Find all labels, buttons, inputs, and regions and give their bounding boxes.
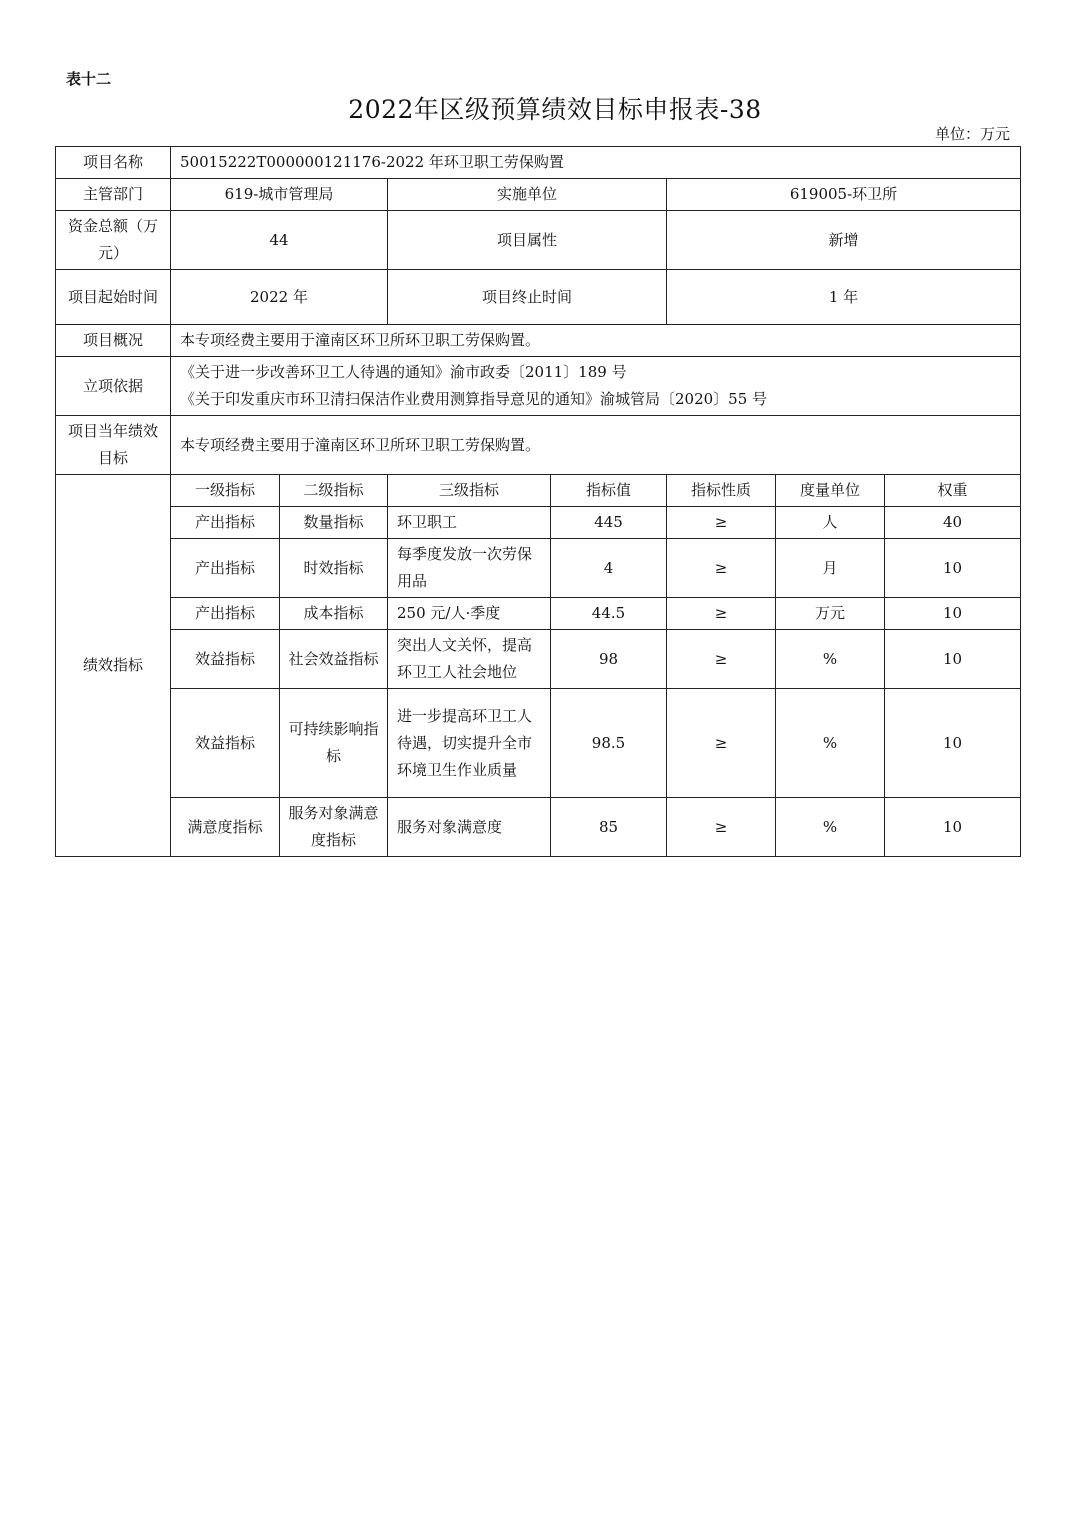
project-attribute-label: 项目属性 (388, 211, 667, 270)
column-header: 度量单位 (776, 475, 885, 507)
basis-row (56, 357, 1021, 416)
value-cell: 4 (551, 539, 667, 598)
column-header: 指标值 (551, 475, 667, 507)
department-value: 619-城市管理局 (171, 179, 388, 211)
column-header: 二级指标 (280, 475, 388, 507)
table-row (56, 630, 1021, 689)
level1-cell: 效益指标 (171, 689, 280, 798)
fund-total-label: 资金总额（万元） (56, 211, 171, 270)
department-label: 主管部门 (56, 179, 171, 211)
level3-cell: 服务对象满意度 (388, 798, 551, 857)
level2-cell: 数量指标 (280, 507, 388, 539)
nature-cell: ≥ (667, 798, 776, 857)
nature-cell: ≥ (667, 689, 776, 798)
nature-cell: ≥ (667, 507, 776, 539)
end-time-value: 1 年 (667, 270, 1021, 325)
annual-goal-label: 项目当年绩效目标 (56, 416, 171, 475)
project-name-row (56, 147, 1021, 179)
fund-total-value: 44 (171, 211, 388, 270)
weight-cell: 40 (885, 507, 1021, 539)
column-header: 三级指标 (388, 475, 551, 507)
table-row (56, 598, 1021, 630)
annual-goal-row (56, 416, 1021, 475)
project-attribute-value: 新增 (667, 211, 1021, 270)
annual-goal-value: 本专项经费主要用于潼南区环卫所环卫职工劳保购置。 (171, 416, 1021, 475)
table-row (56, 539, 1021, 598)
level2-cell: 成本指标 (280, 598, 388, 630)
weight-cell: 10 (885, 598, 1021, 630)
project-name-label: 项目名称 (56, 147, 171, 179)
start-time-value: 2022 年 (171, 270, 388, 325)
level3-cell: 进一步提高环卫工人待遇，切实提升全市环境卫生作业质量 (388, 689, 551, 798)
column-header: 权重 (885, 475, 1021, 507)
level2-cell: 社会效益指标 (280, 630, 388, 689)
value-cell: 98 (551, 630, 667, 689)
unit-cell: % (776, 630, 885, 689)
budget-performance-table (55, 146, 1021, 857)
nature-cell: ≥ (667, 630, 776, 689)
weight-cell: 10 (885, 689, 1021, 798)
level1-cell: 产出指标 (171, 598, 280, 630)
basis-label: 立项依据 (56, 357, 171, 416)
basis-value (171, 357, 1021, 416)
level1-cell: 产出指标 (171, 539, 280, 598)
level2-cell: 可持续影响指标 (280, 689, 388, 798)
column-header: 一级指标 (171, 475, 280, 507)
level2-cell: 时效指标 (280, 539, 388, 598)
table-row (56, 507, 1021, 539)
level3-cell: 每季度发放一次劳保用品 (388, 539, 551, 598)
value-cell: 44.5 (551, 598, 667, 630)
level3-cell: 突出人文关怀，提高环卫工人社会地位 (388, 630, 551, 689)
unit-cell: % (776, 798, 885, 857)
overview-value: 本专项经费主要用于潼南区环卫所环卫职工劳保购置。 (171, 325, 1021, 357)
unit-cell: 人 (776, 507, 885, 539)
weight-cell: 10 (885, 798, 1021, 857)
value-cell: 85 (551, 798, 667, 857)
level3-cell: 环卫职工 (388, 507, 551, 539)
project-name-value: 50015222T000000121176-2022 年环卫职工劳保购置 (171, 147, 1021, 179)
unit-label: 单位：万元 (934, 125, 1010, 143)
start-time-label: 项目起始时间 (56, 270, 171, 325)
fund-row (56, 211, 1021, 270)
value-cell: 98.5 (551, 689, 667, 798)
level1-cell: 产出指标 (171, 507, 280, 539)
table-row (56, 798, 1021, 857)
level1-cell: 满意度指标 (171, 798, 280, 857)
end-time-label: 项目终止时间 (388, 270, 667, 325)
nature-cell: ≥ (667, 598, 776, 630)
performance-indicator-label: 绩效指标 (56, 475, 171, 857)
level2-cell: 服务对象满意度指标 (280, 798, 388, 857)
overview-label: 项目概况 (56, 325, 171, 357)
unit-cell: 月 (776, 539, 885, 598)
basis-line: 《关于印发重庆市环卫清扫保洁作业费用测算指导意见的通知》渝城管局〔2020〕55 号 (180, 390, 768, 408)
level3-cell: 250 元/人·季度 (388, 598, 551, 630)
nature-cell: ≥ (667, 539, 776, 598)
table-row (56, 689, 1021, 798)
implementing-unit-label: 实施单位 (388, 179, 667, 211)
unit-cell: % (776, 689, 885, 798)
level1-cell: 效益指标 (171, 630, 280, 689)
unit-cell: 万元 (776, 598, 885, 630)
period-row (56, 270, 1021, 325)
department-row (56, 179, 1021, 211)
implementing-unit-value: 619005-环卫所 (667, 179, 1021, 211)
value-cell: 445 (551, 507, 667, 539)
table-number-label: 表十二 (66, 70, 112, 88)
basis-line: 《关于进一步改善环卫工人待遇的通知》渝市政委〔2011〕189 号 (180, 363, 627, 381)
page-title: 2022年区级预算绩效目标申报表-38 (348, 95, 762, 124)
weight-cell: 10 (885, 630, 1021, 689)
overview-row (56, 325, 1021, 357)
weight-cell: 10 (885, 539, 1021, 598)
column-header: 指标性质 (667, 475, 776, 507)
indicator-header-row (56, 475, 1021, 507)
